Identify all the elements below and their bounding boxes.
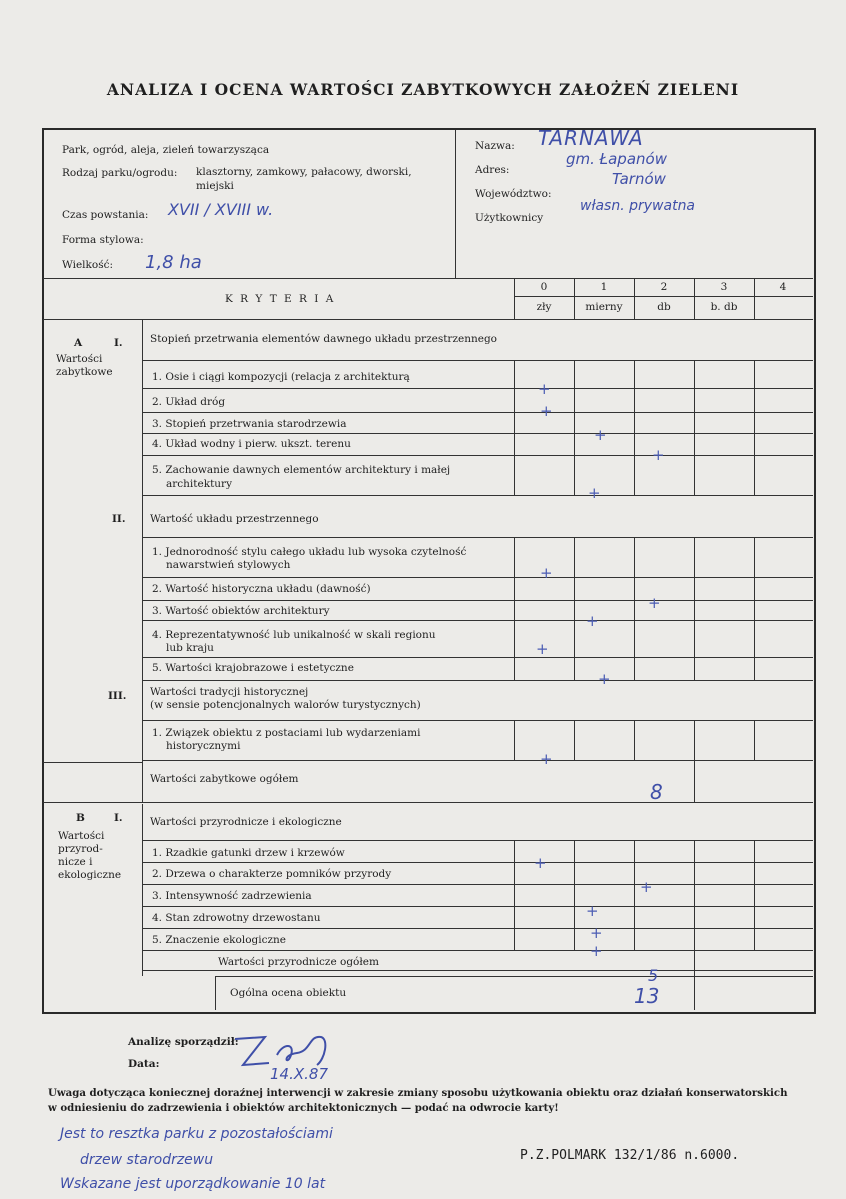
handwritten-note-3: Wskazane jest uporządkowanie 10 lat xyxy=(60,1176,326,1192)
grid-line xyxy=(694,950,695,976)
grid-line xyxy=(142,537,813,538)
check-mark: + xyxy=(652,446,665,464)
score-header-2: 2 xyxy=(660,281,668,293)
grid-line xyxy=(694,976,695,1010)
grid-line xyxy=(634,840,635,950)
grid-line xyxy=(694,840,695,950)
grid-line xyxy=(142,433,813,434)
grid-line xyxy=(754,537,755,680)
rodzaj-values-2: miejski xyxy=(196,180,234,192)
grid-line xyxy=(754,840,755,950)
handwritten-wielkosc: 1,8 ha xyxy=(145,252,202,273)
grid-line xyxy=(634,360,635,495)
wojewodztwo-label: Województwo: xyxy=(475,188,552,200)
handwritten-nazwa: TARNAWA xyxy=(538,126,644,150)
grid-line xyxy=(634,537,635,680)
grid-line xyxy=(142,950,813,951)
item-i-1: 1. Osie i ciągi kompozycji (relacja z architekturą xyxy=(152,371,410,383)
grid-line xyxy=(574,840,575,950)
grid-line xyxy=(634,278,635,320)
handwritten-adres-2: Tarnów xyxy=(612,170,666,188)
grid-line xyxy=(514,360,515,495)
handwritten-adres-1: gm. Łapanów xyxy=(566,150,667,168)
section-b-name-3: nicze i xyxy=(58,856,93,868)
check-mark: + xyxy=(590,924,603,942)
total-zabytkowe: Wartości zabytkowe ogółem xyxy=(150,773,299,785)
check-mark: + xyxy=(594,426,607,444)
roman-iii: III. xyxy=(108,690,127,702)
handwritten-sum-przyrodnicze: 5 xyxy=(648,966,659,985)
grid-line xyxy=(142,455,813,456)
grid-line xyxy=(694,760,695,802)
grid-line xyxy=(142,620,813,621)
grid-line xyxy=(754,278,755,320)
grid-line xyxy=(142,928,813,929)
item-b-1: 1. Rzadkie gatunki drzew i krzewów xyxy=(152,847,345,859)
item-i-4: 4. Układ wodny i pierw. ukszt. terenu xyxy=(152,438,351,450)
section-b-roman: I. xyxy=(114,812,123,824)
section-b-letter: B xyxy=(76,812,85,824)
uzytkownicy-label: Użytkownicy xyxy=(475,212,544,224)
grid-line xyxy=(694,278,695,320)
adres-label: Adres: xyxy=(475,164,510,176)
item-iii-1b: historycznymi xyxy=(166,740,241,752)
grid-line xyxy=(142,657,813,658)
check-mark: + xyxy=(538,380,551,398)
section-b-name-4: ekologiczne xyxy=(58,869,122,881)
grid-line xyxy=(142,577,813,578)
item-ii-4b: lub kraju xyxy=(166,642,214,654)
check-mark: + xyxy=(540,564,553,582)
grid-line xyxy=(142,388,813,389)
grid-line xyxy=(142,862,813,863)
check-mark: + xyxy=(648,594,661,612)
check-mark: + xyxy=(586,612,599,630)
grid-line xyxy=(142,884,813,885)
item-ii-1b: nawarstwień stylowych xyxy=(166,559,291,571)
check-mark: + xyxy=(586,902,599,920)
grid-line xyxy=(142,720,813,721)
data-label: Data: xyxy=(128,1058,160,1070)
handwritten-czas: XVII / XVIII w. xyxy=(168,200,274,219)
score-label: mierny xyxy=(585,301,623,313)
grid-line xyxy=(694,360,695,495)
score-label: b. db xyxy=(710,301,738,313)
score-header-0: 0 xyxy=(540,281,548,293)
grid-line xyxy=(142,360,813,361)
handwritten-note-1: Jest to resztka parku z pozostałościami xyxy=(60,1126,333,1142)
item-b-5: 5. Znaczenie ekologiczne xyxy=(152,934,287,946)
check-mark: + xyxy=(536,640,549,658)
grid-line xyxy=(634,720,635,760)
grid-line xyxy=(142,495,813,496)
rodzaj-label: Rodzaj parku/ogrodu: xyxy=(62,167,178,179)
section-b-name-1: Wartości xyxy=(58,830,105,842)
grid-line xyxy=(754,360,755,495)
grid-line xyxy=(142,970,813,971)
grid-line xyxy=(514,537,515,680)
group-ii-title: Wartość układu przestrzennego xyxy=(150,513,319,525)
print-code: P.Z.POLMARK 132/1/86 n.6000. xyxy=(520,1148,740,1163)
grid-line xyxy=(142,760,813,761)
check-mark: + xyxy=(590,942,603,960)
section-b-name-2: przyrod- xyxy=(58,843,103,855)
item-iii-1a: 1. Związek obiektu z postaciami lub wydarzeniami xyxy=(152,727,421,739)
grid-line xyxy=(574,278,575,320)
item-ii-3: 3. Wartość obiektów architektury xyxy=(152,605,330,617)
park-line: Park, ogród, aleja, zieleń towarzysząca xyxy=(62,144,270,156)
item-i-5: 5. Zachowanie dawnych elementów architektury i małej xyxy=(152,464,451,476)
grid-line xyxy=(142,680,813,681)
handwritten-sum-ogolna: 13 xyxy=(634,984,660,1008)
analize-label: Analizę sporządził: xyxy=(128,1036,239,1048)
wielkosc-label: Wielkość: xyxy=(62,259,114,271)
check-mark: + xyxy=(588,484,601,502)
score-label: zły xyxy=(536,301,552,313)
form-title: ANALIZA I OCENA WARTOŚCI ZABYTKOWYCH ZAŁOŻEŃ ZIELENI xyxy=(106,80,740,99)
grid-line xyxy=(574,720,575,760)
grid-line xyxy=(694,720,695,760)
handwritten-data: 14.X.87 xyxy=(270,1065,328,1083)
handwritten-note-2: drzew starodrzewu xyxy=(80,1152,214,1168)
group-b-title: Wartości przyrodnicze i ekologiczne xyxy=(150,816,342,828)
grid-line xyxy=(142,600,813,601)
grid-line xyxy=(514,840,515,950)
check-mark: + xyxy=(540,402,553,420)
item-i-3: 3. Stopień przetrwania starodrzewia xyxy=(152,418,347,430)
total-przyrodnicze: Wartości przyrodnicze ogółem xyxy=(218,956,379,968)
score-header-1: 1 xyxy=(600,281,608,293)
uwaga-line-1: Uwaga dotycząca koniecznej doraźnej interwencji w zakresie zmiany sposobu użytkowania obiektu oraz działań konserwatorskich xyxy=(48,1087,788,1099)
rodzaj-values: klasztorny, zamkowy, pałacowy, dworski, xyxy=(196,166,412,178)
item-ii-2: 2. Wartość historyczna układu (dawność) xyxy=(152,583,371,595)
score-header-4: 4 xyxy=(779,281,787,293)
grid-line xyxy=(142,840,813,841)
check-mark: + xyxy=(534,854,547,872)
czas-label: Czas powstania: xyxy=(62,209,149,221)
item-b-3: 3. Intensywność zadrzewienia xyxy=(152,890,312,902)
uwaga-line-2: w odniesieniu do zadrzewienia i obiektów architektonicznych — podać na odwrocie karty! xyxy=(48,1102,559,1114)
score-header-3: 3 xyxy=(720,281,728,293)
item-b-2: 2. Drzewa o charakterze pomników przyrody xyxy=(152,868,392,880)
check-mark: + xyxy=(640,878,653,896)
section-a-roman: I. xyxy=(114,337,123,349)
item-i-5b: architektury xyxy=(166,478,233,490)
section-a-letter: A xyxy=(74,337,83,349)
item-i-2: 2. Układ dróg xyxy=(152,396,226,408)
forma-label: Forma stylowa: xyxy=(62,234,144,246)
group-i-title: Stopień przetrwania elementów dawnego układu przestrzennego xyxy=(150,333,497,345)
score-label: db xyxy=(657,301,671,313)
group-iii-title-b: (w sensie potencjonalnych walorów turystycznych) xyxy=(150,699,421,711)
grid-line xyxy=(574,360,575,495)
check-mark: + xyxy=(540,750,553,768)
item-ii-5: 5. Wartości krajobrazowe i estetyczne xyxy=(152,662,354,674)
grid-line xyxy=(142,412,813,413)
kryteria-header: K R Y T E R I A xyxy=(225,293,336,305)
group-iii-title-a: Wartości tradycji historycznej xyxy=(150,686,309,698)
roman-ii: II. xyxy=(112,513,126,525)
section-a-name-1: Wartości xyxy=(56,353,103,365)
item-ii-1a: 1. Jednorodność stylu całego układu lub wysoka czytelność xyxy=(152,546,467,558)
handwritten-sum-zabytkowe: 8 xyxy=(650,780,663,804)
grid-line xyxy=(574,537,575,680)
grid-line xyxy=(754,720,755,760)
nazwa-label: Nazwa: xyxy=(475,140,515,152)
grid-line xyxy=(514,720,515,760)
handwritten-uzytkownicy: własn. prywatna xyxy=(580,198,696,214)
check-mark: + xyxy=(598,670,611,688)
section-a-name-2: zabytkowe xyxy=(56,366,113,378)
grid-line xyxy=(142,906,813,907)
item-b-4: 4. Stan zdrowotny drzewostanu xyxy=(152,912,321,924)
item-ii-4: 4. Reprezentatywność lub unikalność w skali regionu xyxy=(152,629,436,641)
total-ogolna: Ogólna ocena obiektu xyxy=(230,987,347,999)
grid-line xyxy=(694,537,695,680)
